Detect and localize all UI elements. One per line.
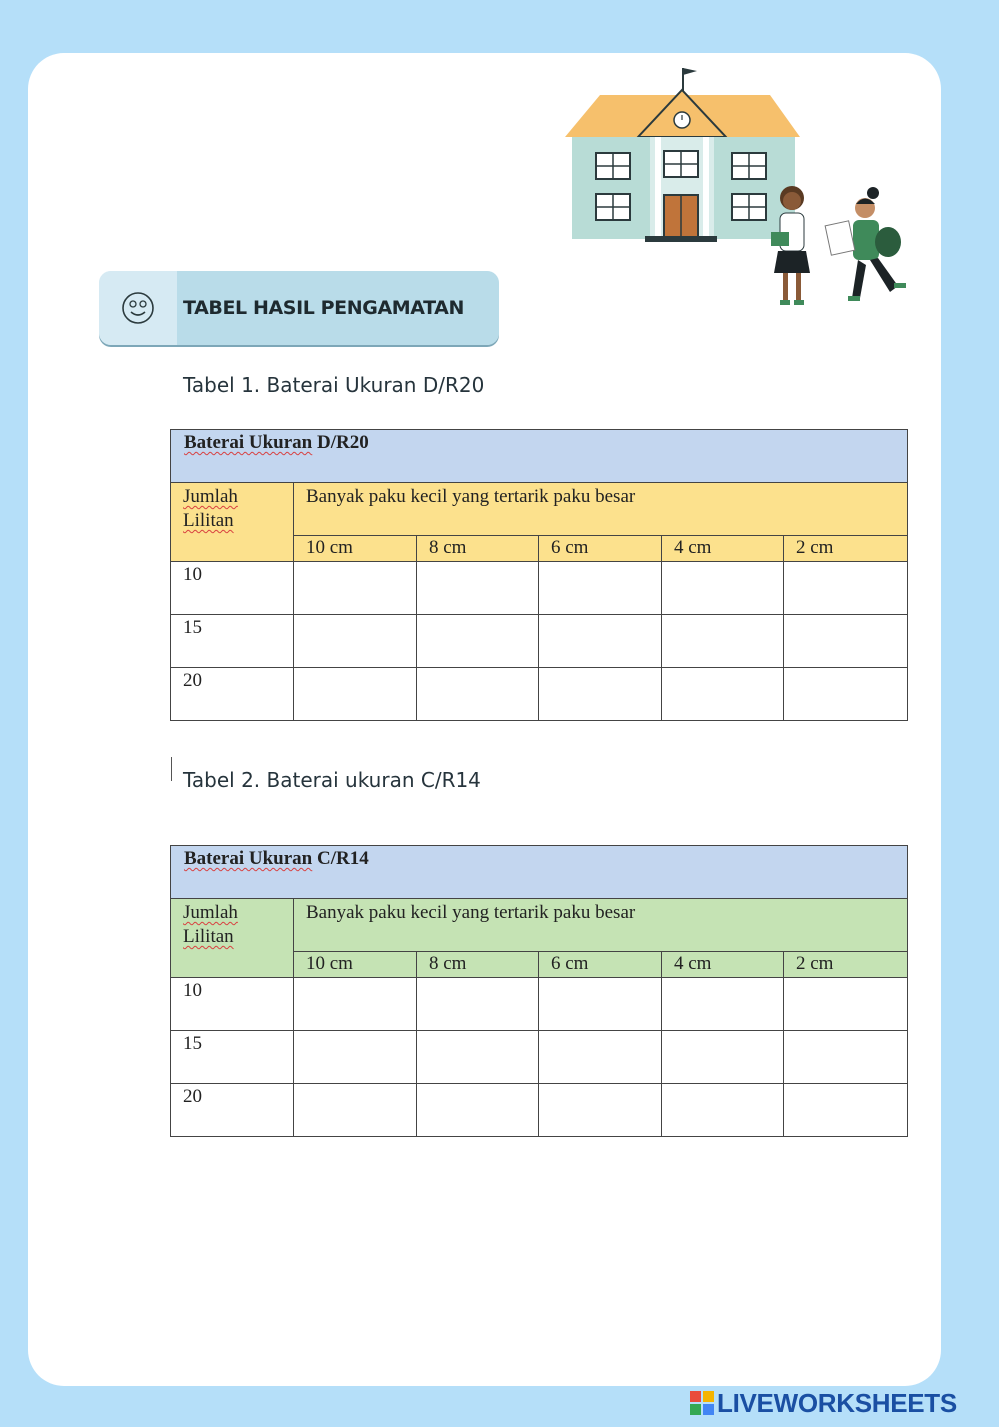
answer-cell[interactable] <box>662 562 784 615</box>
distance-header: 10 cm <box>294 952 417 978</box>
answer-cell[interactable] <box>539 668 662 721</box>
table-title-code: C/R14 <box>317 848 369 869</box>
distance-header: 10 cm <box>294 536 417 562</box>
distance-header: 4 cm <box>662 952 784 978</box>
answer-cell[interactable] <box>662 1084 784 1137</box>
answer-cell[interactable] <box>294 1031 417 1084</box>
answer-cell[interactable] <box>417 1084 539 1137</box>
table-row <box>171 562 908 615</box>
table-title-code: D/R20 <box>317 432 369 453</box>
answer-cell[interactable] <box>417 562 539 615</box>
table-title <box>171 846 908 899</box>
answer-cell[interactable] <box>417 615 539 668</box>
smiley-icon <box>120 290 156 326</box>
row-header-cell <box>171 899 294 978</box>
distance-header: 4 cm <box>662 536 784 562</box>
answer-cell[interactable] <box>417 668 539 721</box>
observation-table-2 <box>170 845 908 1137</box>
school-illustration <box>560 60 925 315</box>
row-label: 15 <box>171 615 294 668</box>
table-row <box>171 978 908 1031</box>
table-1-caption: Tabel 1. Baterai Ukuran D/R20 <box>183 373 485 397</box>
row-header-cell <box>171 483 294 562</box>
answer-cell[interactable] <box>662 1031 784 1084</box>
answer-cell[interactable] <box>539 1031 662 1084</box>
answer-cell[interactable] <box>417 1031 539 1084</box>
column-group-header: Banyak paku kecil yang tertarik paku besar <box>294 899 908 952</box>
section-header <box>99 271 499 345</box>
watermark-text: LIVEWORKSHEETS <box>717 1387 957 1418</box>
liveworksheets-watermark <box>690 1387 990 1419</box>
row-label: 20 <box>171 1084 294 1137</box>
text-cursor <box>171 757 172 781</box>
distance-header: 2 cm <box>784 536 908 562</box>
section-title: TABEL HASIL PENGAMATAN <box>177 271 499 345</box>
answer-cell[interactable] <box>784 615 908 668</box>
table-row <box>171 1084 908 1137</box>
table-2-caption: Tabel 2. Baterai ukuran C/R14 <box>183 768 481 792</box>
table-title <box>171 430 908 483</box>
answer-cell[interactable] <box>294 615 417 668</box>
answer-cell[interactable] <box>294 562 417 615</box>
table-title-word: Baterai Ukuran <box>184 848 313 869</box>
answer-cell[interactable] <box>294 978 417 1031</box>
answer-cell[interactable] <box>784 1084 908 1137</box>
answer-cell[interactable] <box>662 615 784 668</box>
row-label: 10 <box>171 562 294 615</box>
distance-header: 8 cm <box>417 536 539 562</box>
answer-cell[interactable] <box>784 978 908 1031</box>
table-row <box>171 1031 908 1084</box>
row-header-label: Jumlah Lilitan <box>183 486 238 531</box>
table-row <box>171 668 908 721</box>
observation-table-1 <box>170 429 908 721</box>
answer-cell[interactable] <box>784 668 908 721</box>
distance-header: 2 cm <box>784 952 908 978</box>
answer-cell[interactable] <box>294 1084 417 1137</box>
table-title-word: Baterai Ukuran <box>184 432 313 453</box>
answer-cell[interactable] <box>662 978 784 1031</box>
distance-header: 6 cm <box>539 952 662 978</box>
answer-cell[interactable] <box>784 1031 908 1084</box>
row-label: 15 <box>171 1031 294 1084</box>
answer-cell[interactable] <box>539 615 662 668</box>
row-label: 10 <box>171 978 294 1031</box>
row-header-label: Jumlah Lilitan <box>183 902 238 947</box>
answer-cell[interactable] <box>417 978 539 1031</box>
distance-header: 8 cm <box>417 952 539 978</box>
answer-cell[interactable] <box>294 668 417 721</box>
answer-cell[interactable] <box>662 668 784 721</box>
distance-header: 6 cm <box>539 536 662 562</box>
liveworksheets-logo-icon <box>690 1391 714 1415</box>
answer-cell[interactable] <box>539 562 662 615</box>
answer-cell[interactable] <box>784 562 908 615</box>
row-label: 20 <box>171 668 294 721</box>
header-icon-box <box>99 271 177 345</box>
answer-cell[interactable] <box>539 978 662 1031</box>
column-group-header: Banyak paku kecil yang tertarik paku besar <box>294 483 908 536</box>
answer-cell[interactable] <box>539 1084 662 1137</box>
table-row <box>171 615 908 668</box>
